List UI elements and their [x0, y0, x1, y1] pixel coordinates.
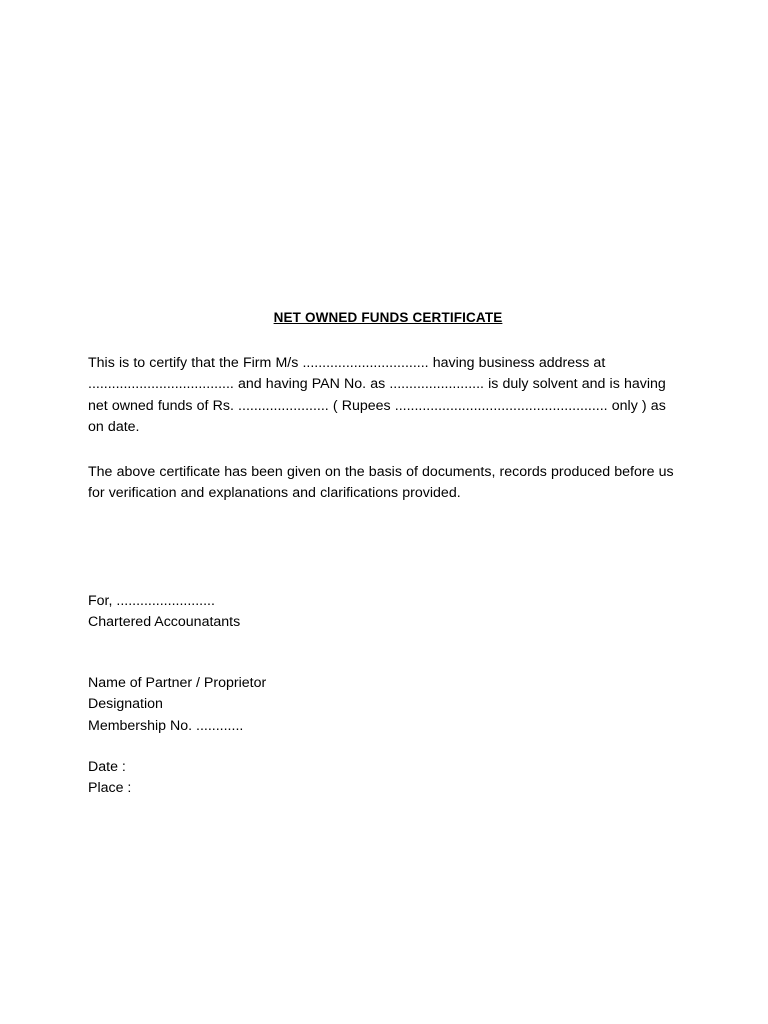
certificate-paragraph-1: This is to certify that the Firm M/s ................................ having business address at ..................................... and having PAN No. as ........................ is duly solvent and is having net owned funds of Rs. ....................... ( Rupees ...................................................... only ) as on date. [88, 355, 666, 435]
place-line: Place : [88, 780, 132, 797]
partner-membership-line: Membership No. ............ [88, 717, 244, 734]
partner-name-line: Name of Partner / Proprietor [88, 675, 267, 691]
signature-for-line: For, ......................... [88, 593, 215, 609]
date-line: Date : [88, 759, 126, 775]
date-place-block [88, 757, 682, 800]
document-content [88, 310, 682, 505]
partner-designation-line: Designation [88, 696, 163, 713]
signature-block [88, 591, 682, 634]
certificate-paragraph-2: The above certificate has been given on the basis of documents, records produced before us for verification and explanations and clarifications provided. [88, 464, 674, 502]
page-title: NET OWNED FUNDS CERTIFICATE [273, 310, 503, 325]
signature-firm-type: Chartered Accounatants [88, 614, 241, 631]
partner-details-block [88, 673, 682, 737]
